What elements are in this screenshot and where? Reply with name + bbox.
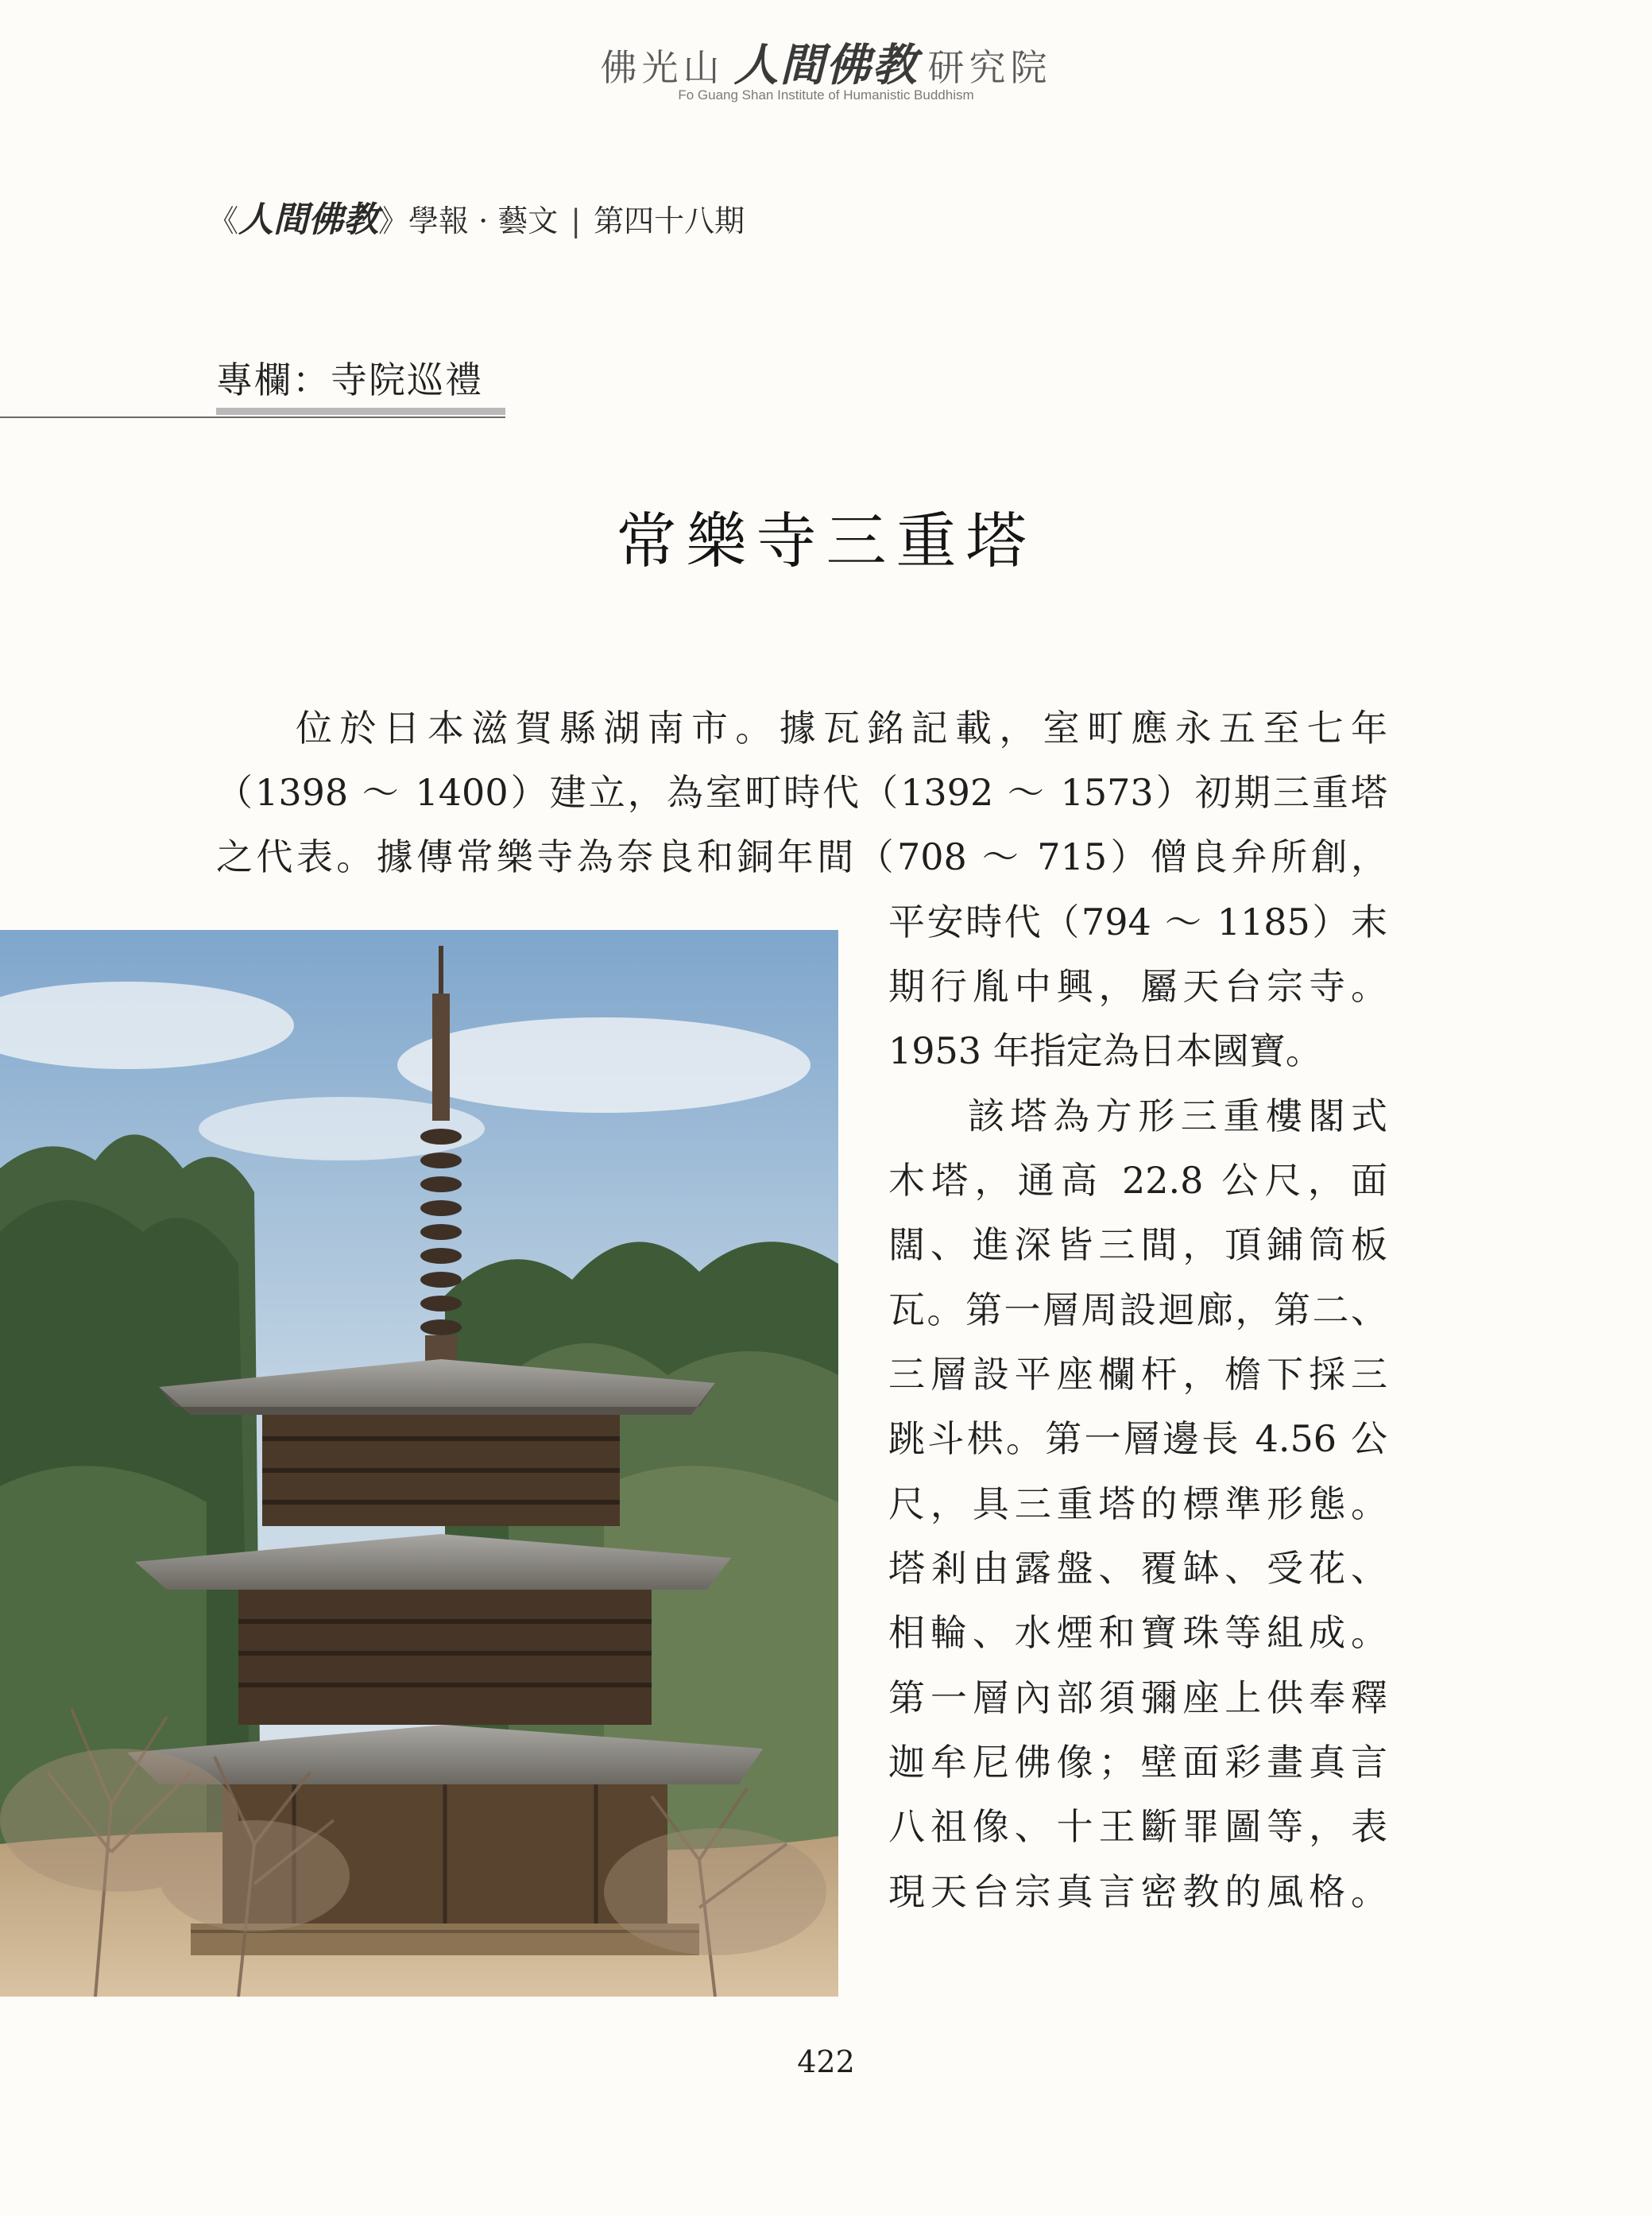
body-line: 該塔為方形三重樓閣式: [968, 1094, 1387, 1137]
institute-name: [0, 30, 1652, 94]
body-line: 跳斗栱。第一層邊長 4.56 公: [888, 1417, 1387, 1460]
body-line: 之代表。據傳常樂寺為奈良和銅年間（708 ～ 715）僧良弁所創，: [216, 835, 1387, 878]
journal-name-rest: 》學報 · 藝文: [378, 203, 559, 238]
institute-header: [0, 16, 1652, 119]
journal-issue: 第四十八期: [594, 203, 745, 238]
pagoda-photo: [0, 930, 838, 1997]
body-line: 尺，具三重塔的標準形態。: [888, 1482, 1387, 1525]
body-line: 闊、進深皆三間，頂鋪筒板: [888, 1223, 1387, 1266]
body-line: 位於日本滋賀縣湖南市。據瓦銘記載，室町應永五至七年: [296, 707, 1387, 750]
body-line: 1953 年指定為日本國寶。: [888, 1029, 1322, 1072]
journal-logo-text: 人間佛教: [238, 200, 379, 240]
body-line: 木塔，通高 22.8 公尺，面: [888, 1159, 1387, 1202]
body-line: （1398 ～ 1400）建立，為室町時代（1392 ～ 1573）初期三重塔: [216, 771, 1387, 814]
body-line: 平安時代（794 ～ 1185）末: [888, 901, 1387, 943]
journal-running-header: [208, 191, 745, 242]
body-line: 期行胤中興，屬天台宗寺。: [888, 965, 1387, 1008]
body-line: 三層設平座欄杆，檐下採三: [888, 1353, 1387, 1396]
journal-open-bracket: 《: [208, 203, 239, 238]
body-line: 相輪、水煙和寶珠等組成。: [888, 1611, 1387, 1654]
institute-prefix: 佛光山: [600, 46, 725, 89]
column-underline: [216, 408, 505, 415]
column-label: 專欄：寺院巡禮: [216, 358, 483, 401]
body-line: 第一層內部須彌座上供奉釋: [888, 1676, 1387, 1719]
body-line: 八祖像、十王斷罪圖等，表: [888, 1805, 1387, 1848]
page-number: 422: [797, 2044, 855, 2079]
institute-english-name: Fo Guang Shan Institute of Humanistic Buddhism: [678, 87, 974, 103]
institute-suffix: 研究院: [927, 46, 1052, 89]
body-line: 瓦。第一層周設迴廊，第二、: [888, 1288, 1387, 1331]
body-line: 迦牟尼佛像；壁面彩畫真言: [888, 1741, 1387, 1784]
body-line: 現天台宗真言密教的風格。: [888, 1870, 1387, 1913]
institute-logo-text: 人間佛教: [733, 40, 919, 91]
journal-separator: |: [571, 203, 582, 238]
body-line: 塔剎由露盤、覆缽、受花、: [888, 1547, 1387, 1590]
article-title: 常樂寺三重塔: [616, 506, 1036, 576]
column-rule: [0, 416, 505, 418]
